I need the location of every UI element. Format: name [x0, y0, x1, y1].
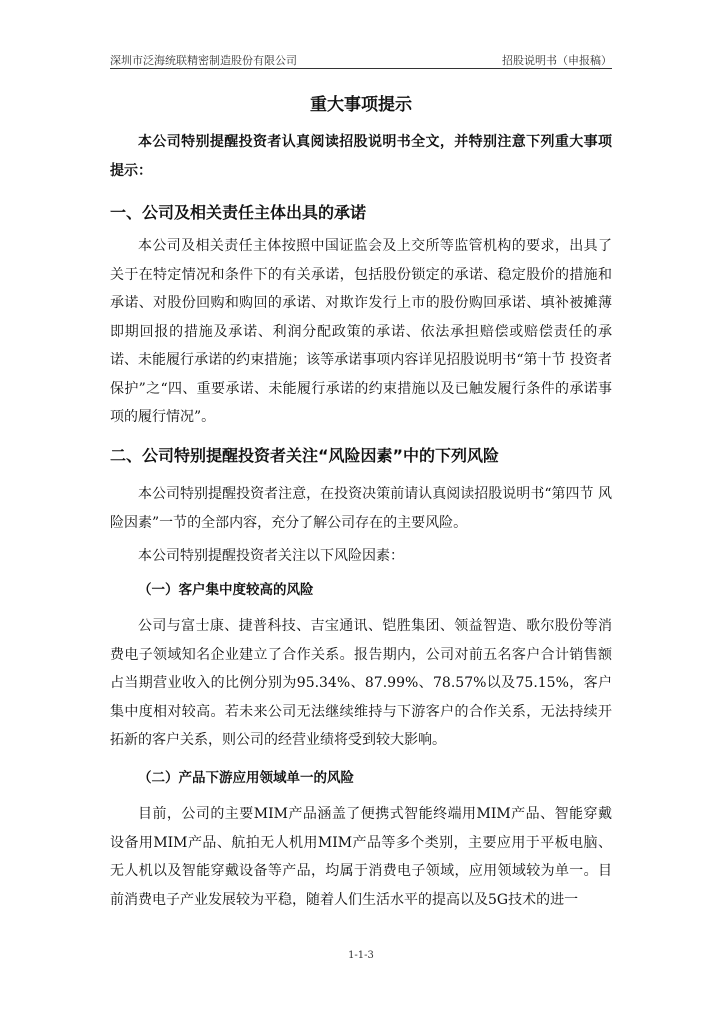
section2-body2: 本公司特别提醒投资者关注以下风险因素： — [138, 548, 404, 564]
section2-body1: 本公司特别提醒投资者注意，在投资决策前请认真阅读招股说明书“第四节 风险因素”一节的全部内容，充分了解公司存在的主要风险。 — [110, 486, 612, 531]
page-title: 重大事项提示 — [310, 95, 412, 115]
page-header — [110, 50, 612, 69]
header-company: 深圳市泛海统联精密制造股份有限公司 — [110, 54, 297, 67]
page-number: 1-1-3 — [348, 950, 374, 961]
header-doc-type: 招股说明书（申报稿） — [502, 54, 612, 67]
risk1-heading: （一）客户集中度较高的风险 — [138, 582, 314, 598]
intro-paragraph: 本公司特别提醒投资者认真阅读招股说明书全文，并特别注意下列重大事项提示： — [110, 134, 612, 179]
risk1-body: 公司与富士康、捷普科技、吉宝通讯、铠胜集团、领益智造、歌尔股份等消费电子领域知名企业建立了合作关系。报告期内，公司对前五名客户合计销售额占当期营业收入的比例分别为95.34%、87.99%、78.57%以及75.15%，客户集中度相对较高。若未来公司无法继续维持与下游客户的合作关系，无法持续开拓新的客户关系，则公司的经营业绩将受到较大影响。 — [110, 618, 612, 748]
section1-heading: 一、公司及相关责任主体出具的承诺 — [110, 203, 367, 222]
risk2-body: 目前，公司的主要MIM产品涵盖了便携式智能终端用MIM产品、智能穿戴设备用MIM产品、航拍无人机用MIM产品等多个类别，主要应用于平板电脑、无人机以及智能穿戴设备等产品，均属于消费电子领域，应用领域较为单一。目前消费电子产业发展较为平稳，随着人们生活水平的提高以及5G技术的进一 — [110, 806, 612, 908]
risk2-heading: （二）产品下游应用领域单一的风险 — [138, 770, 354, 786]
section1-body: 本公司及相关责任主体按照中国证监会及上交所等监管机构的要求，出具了关于在特定情况和条件下的有关承诺，包括股份锁定的承诺、稳定股价的措施和承诺、对股份回购和购回的承诺、对欺诈发行上市的股份购回承诺、填补被摊薄即期回报的措施及承诺、利润分配政策的承诺、依法承担赔偿或赔偿责任的承诺、未能履行承诺的约束措施；该等承诺事项内容详见招股说明书“第十节 投资者保护”之“四、重要承诺、未能履行承诺的约束措施以及已触发履行条件的承诺事项的履行情况”。 — [110, 238, 612, 425]
section2-heading: 二、公司特别提醒投资者关注“风险因素”中的下列风险 — [110, 446, 500, 465]
